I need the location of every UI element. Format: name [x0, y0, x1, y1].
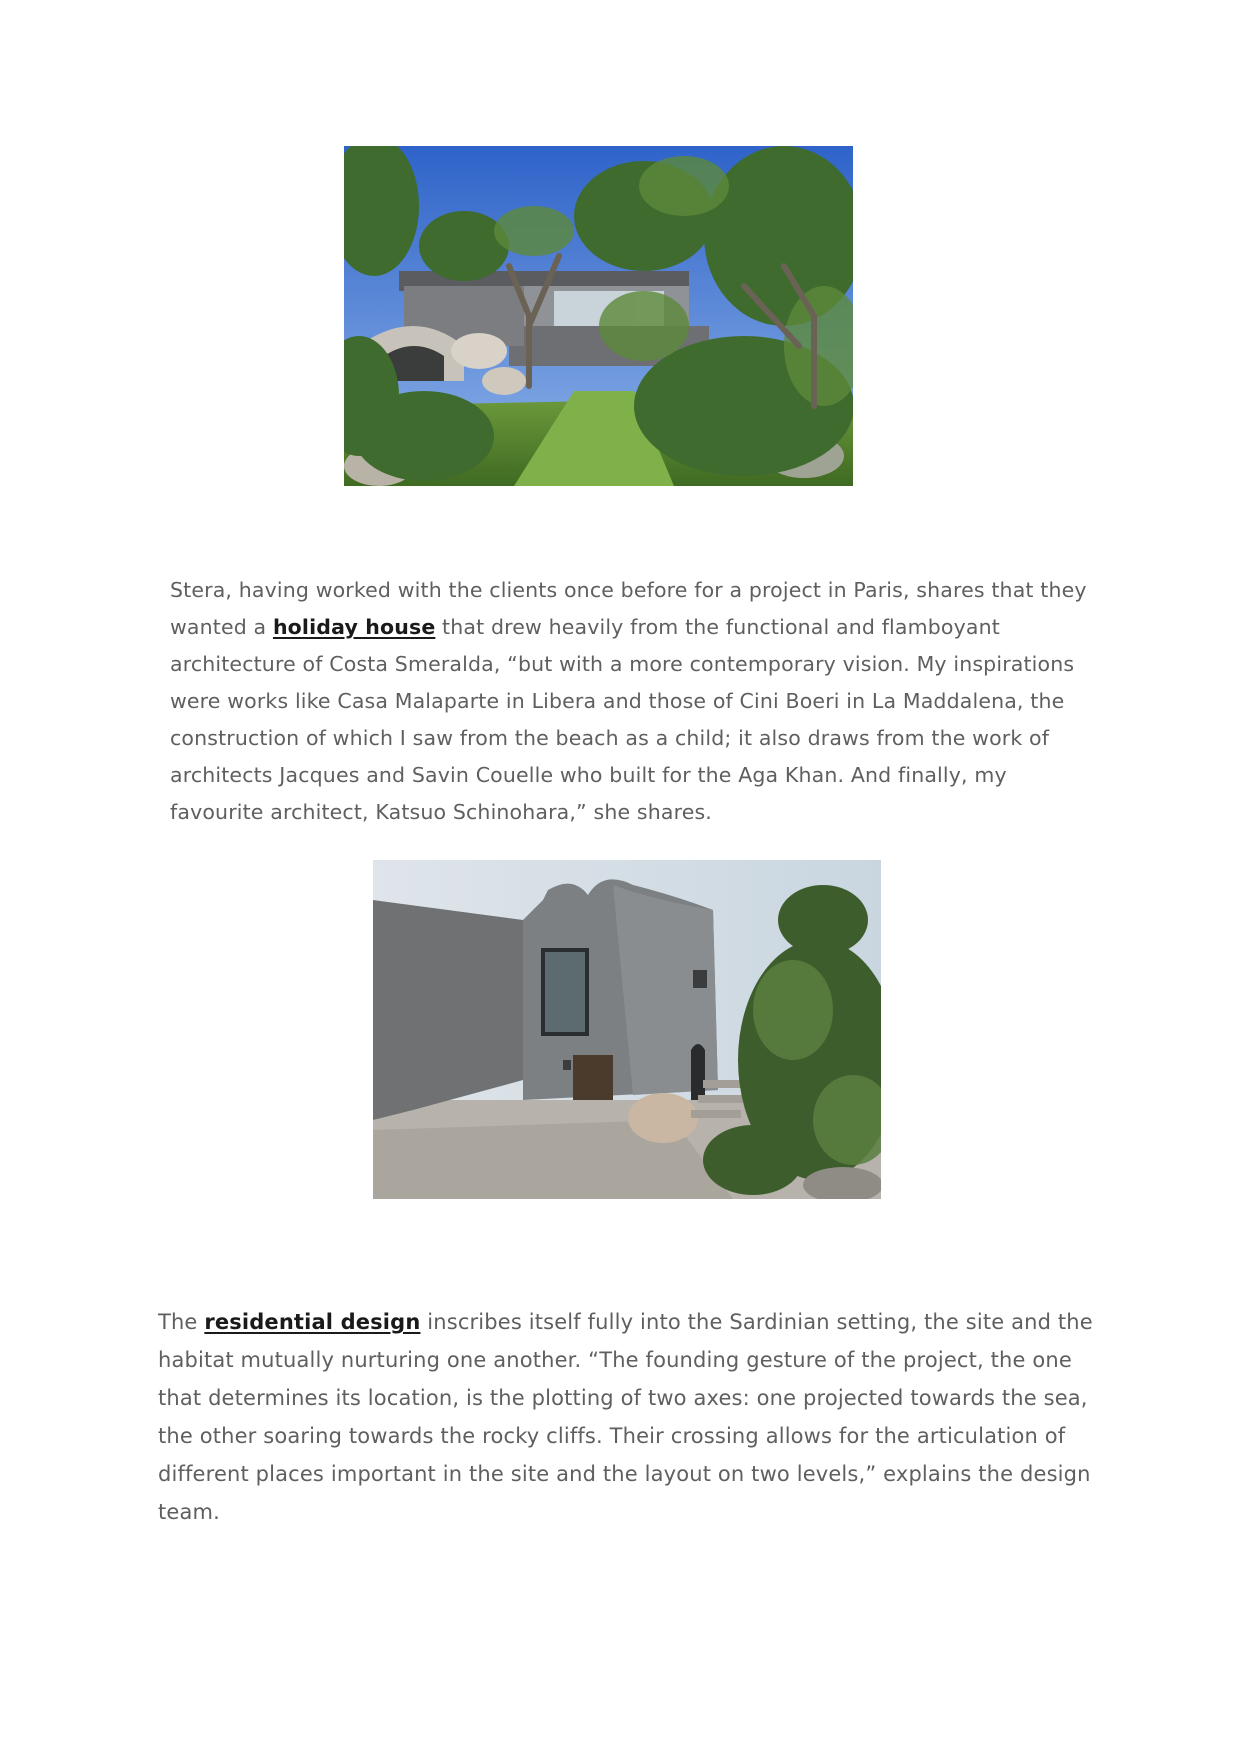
- garden-house-photo: [344, 146, 853, 486]
- holiday-house-link[interactable]: holiday house: [272, 615, 436, 639]
- paragraph-2-text-before: The: [158, 1310, 205, 1334]
- paragraph-inspirations: [170, 572, 1100, 831]
- residential-design-link[interactable]: residential design: [204, 1310, 421, 1334]
- paragraph-1-text-after: that drew heavily from the functional and flamboyant architecture of Costa Smeralda, “but with a more contemporary vision. My inspirations were works like Casa Malaparte in Libera and those of Cini Boeri in La Maddalena, the construction of which I saw from the beach as a child; it also draws from the work of architects Jacques and Savin Couelle who built for the Aga Khan. And finally, my favourite architect, Katsuo Schinohara,” she shares.: [170, 615, 1075, 824]
- paragraph-2-text-after: inscribes itself fully into the Sardinian setting, the site and the habitat mutually nurturing one another. “The founding gesture of the project, the one that determines its location, is the plotting of two axes: one projected towards the sea, the other soaring towards the rocky cliffs. Their crossing allows for the articulation of different places important in the site and the layout on two levels,” explains the design team.: [158, 1310, 1093, 1524]
- facade-photo: [373, 860, 881, 1199]
- paragraph-residential-design: [158, 1303, 1100, 1531]
- paragraph-1-text-before: Stera, having worked with the clients once before for a project in Paris, shares that they wanted a: [170, 578, 1087, 639]
